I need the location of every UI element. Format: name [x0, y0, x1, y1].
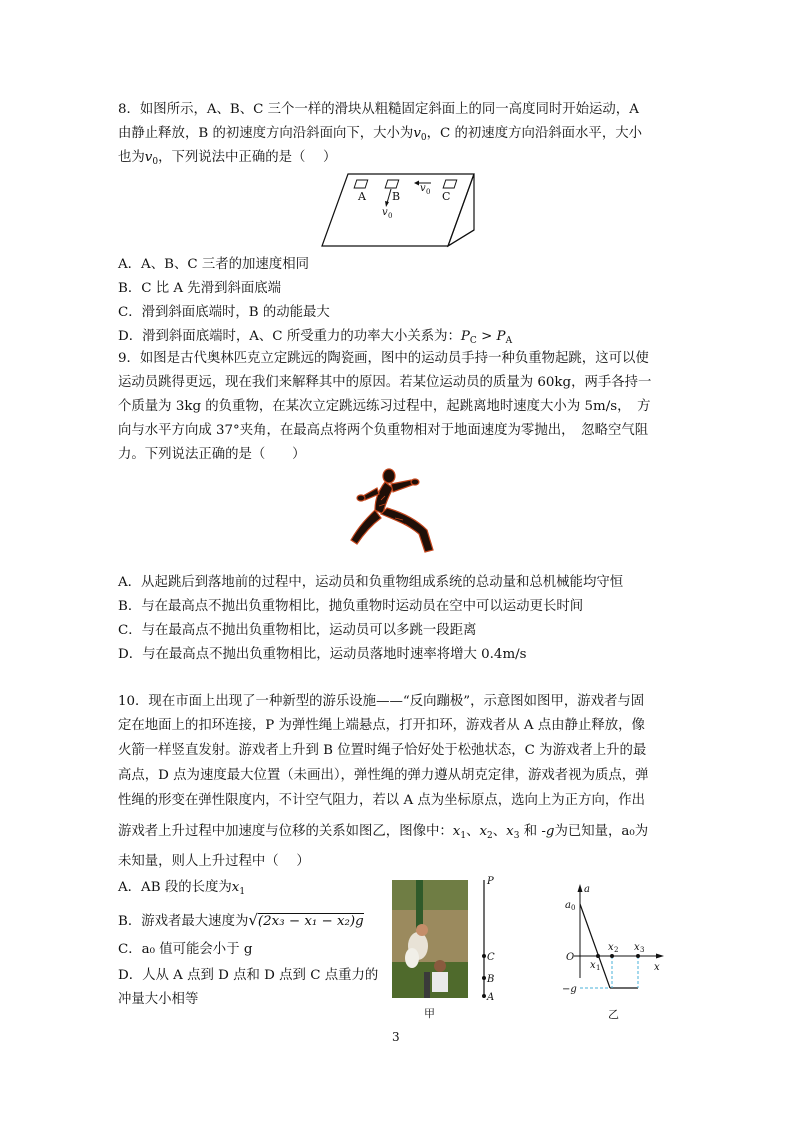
q10-option-c: C．a₀ 值可能会小于 g [118, 942, 253, 957]
q9-line-2: 运动员跳得更远，现在我们来解释其中的原因。若某位运动员的质量为 60kg，两手各持一 [118, 375, 652, 390]
q9-option-a: A．从起跳后到落地前的过程中，运动员和负重物组成系统的总动量和总机械能均守恒 [118, 575, 624, 590]
yi-x1-label: x [590, 960, 596, 971]
q8-line-1: 8．如图所示，A、B、C 三个一样的滑块从粗糙固定斜面上的同一高度同时开始运动，A [118, 102, 639, 117]
q9-option-c: C．与在最高点不抛出负重物相比，运动员可以多跳一段距离 [118, 623, 477, 638]
q8-v0-label-b: v [382, 207, 388, 218]
yi-a0-label: a [565, 900, 571, 911]
point-a-label: A [487, 992, 495, 1003]
q10-line-7: 未知量，则人上升过程中（ ） [118, 854, 310, 869]
svg-text:1: 1 [596, 964, 601, 972]
q10-line-2: 定在地面上的扣环连接，P 为弹性绳上端悬点，打开扣环，游戏者从 A 点由静止释放，像 [118, 718, 645, 733]
q8-option-d: D．滑到斜面底端时，A、C 所受重力的功率大小关系为：$P_C > P_A$ [118, 329, 513, 346]
q10-option-a: A．AB 段的长度为$x_1$ [118, 880, 246, 897]
point-b-label: B [487, 974, 495, 985]
q10-line-4: 高点，D 点为速度最大位置（未画出），弹性绳的弹力遵从胡克定律，游戏者视为质点，弹 [118, 768, 649, 783]
q8-option-b: B．C 比 A 先滑到斜面底端 [118, 281, 282, 296]
q9-line-3: 个质量为 3kg 的负重物，在某次立定跳远练习过程中，起跳离地时速度大小为 5m/s， 方 [118, 399, 651, 414]
q10-line-6: 游戏者上升过程中加速度与位移的关系如图乙，图像中：$x_1$、$x_2$、$x_3$ 和 -g为已知量，a₀为 [118, 824, 649, 841]
q9-option-b: B．与在最高点不抛出负重物相比，抛负重物时运动员在空中可以运动更长时间 [118, 599, 584, 614]
q10-line-3: 火箭一样竖直发射。游戏者上升到 B 位置时绳子恰好处于松弛状态，C 为游戏者上升的最 [118, 743, 647, 758]
svg-text:0: 0 [571, 904, 576, 912]
yi-x2-label: x [608, 942, 614, 953]
page-number: 3 [392, 1030, 400, 1044]
q8-option-a: A．A、B、C 三者的加速度相同 [118, 257, 309, 272]
q10-figure-yi [558, 880, 668, 1024]
q10-option-b: B．游戏者最大速度为√(2x₃ − x₁ − x₂)g [118, 911, 364, 929]
q8-label-c: C [442, 190, 451, 203]
q8-v0-label-c: v [420, 183, 426, 194]
q8-incline-figure [318, 170, 478, 250]
q10-option-d-line-2: 冲量大小相等 [118, 992, 199, 1007]
q9-line-1: 9．如图是古代奥林匹克立定跳远的陶瓷画，图中的运动员手持一种负重物起跳，这可以使 [118, 351, 649, 366]
svg-text:2: 2 [614, 946, 619, 954]
yi-neg-g-label: −g [562, 984, 577, 995]
q10-line-1: 10．现在市面上出现了一种新型的游乐设施——“反向蹦极”，示意图如图甲，游戏者与固 [118, 694, 645, 709]
q9-line-4: 向与水平方向成 37°夹角，在最高点将两个负重物相对于地面速度为零抛出， 忽略空气阻 [118, 423, 649, 438]
q8-label-b: B [392, 190, 401, 203]
q8-line-2: 由静止释放，B 的初速度方向沿斜面向下，大小为$v_0$，C 的初速度方向沿斜面水平，大小 [118, 126, 642, 143]
svg-text:0: 0 [426, 188, 431, 196]
point-p-label: P [487, 876, 494, 887]
q9-athlete-illustration [345, 462, 445, 562]
q10-option-d-line-1: D．人从 A 点到 D 点和 D 点到 C 点重力的 [118, 968, 379, 983]
figure-yi-caption: 乙 [608, 1008, 619, 1021]
svg-text:0: 0 [388, 212, 393, 220]
q8-line-3: 也为$v_0$，下列说法中正确的是（ ） [118, 150, 337, 167]
q10-figure-jia [388, 872, 498, 1022]
q8-option-c: C．滑到斜面底端时，B 的动能最大 [118, 305, 330, 320]
yi-origin-label: O [566, 952, 575, 963]
svg-text:3: 3 [640, 946, 645, 954]
q8-label-a: A [358, 190, 366, 203]
point-c-label: C [487, 952, 495, 963]
yi-x-axis-label: x [654, 962, 660, 973]
q9-option-d: D．与在最高点不抛出负重物相比，运动员落地时速率将增大 0.4m/s [118, 647, 527, 662]
yi-x3-label: x [634, 942, 640, 953]
yi-y-axis-label: a [584, 884, 590, 895]
q9-line-5: 力。下列说法正确的是（ ） [118, 447, 306, 462]
figure-jia-caption: 甲 [424, 1007, 435, 1020]
q10-line-5: 性绳的形变在弹性限度内，不计空气阻力，若以 A 点为坐标原点，选向上为正方向，作出 [118, 793, 646, 808]
